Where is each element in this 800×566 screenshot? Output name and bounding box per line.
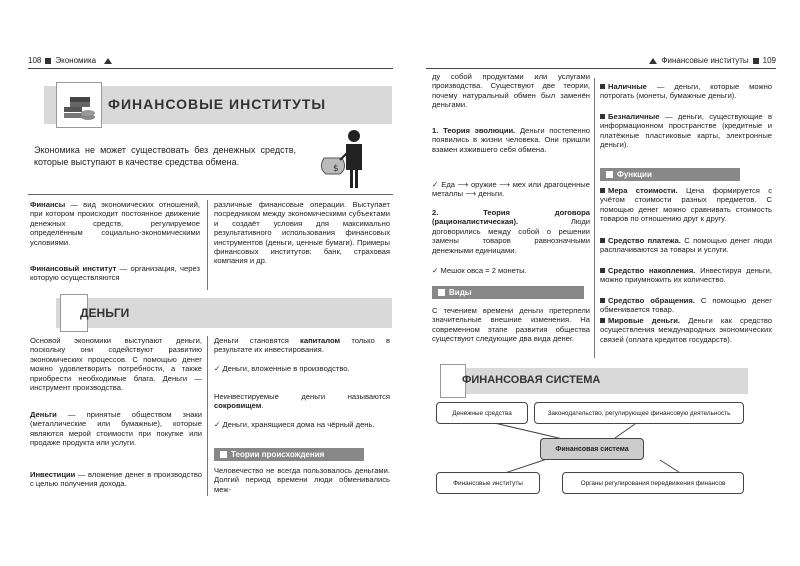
bullet-icon: [600, 238, 605, 243]
node-financial-system: Финансовая система: [540, 438, 644, 460]
f1-text: Цена формируется с учётом стоимости разных предметов. С помощью денег можно сравнивать стоимость товаров по отношению друг к другу.: [600, 186, 772, 224]
types-text: С течением времени деньги претерпели значительные внешние изменения. На современном этапе развития общества существуют следующие два вида денег.: [432, 306, 590, 344]
system-title: ФИНАНСОВАЯ СИСТЕМА: [462, 374, 601, 386]
f3-term: Средство накопления.: [608, 266, 696, 275]
cash-text: — деньги, которые можно потрогать (монеты, бумажные деньги).: [600, 82, 772, 101]
theory2-text: Люди договорились между собой о решении замены товаров равнозначными денежными единицами.: [432, 217, 590, 255]
square-icon: [220, 451, 227, 458]
businessman-with-money-bag-icon: [316, 128, 372, 190]
noncash-definition: [600, 112, 772, 150]
bullet-icon: [600, 114, 605, 119]
term-treasure: сокровищем: [214, 401, 262, 411]
theory1-title: 1. Теория эволюции.: [432, 126, 516, 135]
fin-institute-definition: [30, 264, 200, 283]
node-money-funds: Денежные средства: [436, 402, 528, 424]
square-icon: [753, 58, 759, 64]
left-header-section: Экономика: [55, 56, 97, 65]
fin-institute-text: — организация, через которую осуществляются: [30, 264, 200, 283]
page-title: ФИНАНСОВЫЕ ИНСТИТУТЫ: [108, 96, 327, 112]
bullet-icon: [600, 268, 605, 273]
square-icon: [606, 171, 613, 178]
column-divider: [207, 200, 208, 290]
coins-stack-icon: [56, 82, 102, 128]
function-world: [600, 316, 772, 344]
node-regulators: Органы регулирования передвижения финансов: [562, 472, 744, 494]
capital-text-a: Деньги становятся: [214, 336, 301, 345]
cash-definition: [600, 82, 772, 101]
term-capital: капиталом: [300, 336, 341, 345]
right-header-section: Финансовые институты: [661, 56, 749, 65]
exchange-text: ду собой продуктами или услугами производства. Существуют две теории, почему натуральный обмен был заменён деньгами.: [432, 72, 590, 110]
column-divider: [594, 78, 595, 358]
function-payment: [600, 236, 772, 255]
bullet-icon: [600, 84, 605, 89]
origins-text: Человечество не всегда пользовалось деньгами. Долгий период времени люди обменивались меж-: [214, 466, 390, 494]
square-icon: [438, 289, 445, 296]
theory-evolution: [432, 126, 590, 154]
f4-term: Средство обращения.: [608, 296, 695, 305]
exchange-example: ✓ Мешок овса = 2 монеты.: [432, 266, 527, 275]
house-icon: [104, 58, 112, 64]
functions-title: Функции: [617, 170, 652, 179]
types-title: Виды: [449, 288, 472, 297]
term-money: Деньги: [30, 410, 57, 419]
capital-text-b: только в результате их инвестирования.: [214, 336, 390, 355]
fin-institute-continued: различные финансовые операции. Выступает посредником между экономическими субъектами и создаёт условия для максимально результативного использования финансовых инструментов (деньги, ценные бумаги). Примеры финансовых институтов: банк, страховая компания и др.: [214, 200, 390, 266]
finance-definition: [30, 200, 200, 247]
theory1-text: Деньги постепенно появились в жизни человека. Они пришли взамен изжившего себя обмена.: [432, 126, 590, 154]
treasure-text: [214, 392, 390, 411]
money-title: ДЕНЬГИ: [80, 306, 130, 320]
money-intro: Основой экономики выступают деньги, поскольку они содействуют развитию экономических процессов. С помощью денег можно удовлетворить потребности, а также приобрести необходимые блага. Деньги — инструмент производства.: [30, 336, 202, 393]
page-number-left: 108: [28, 56, 42, 65]
f2-term: Средство платежа.: [608, 236, 681, 245]
term-investment: Инвестиции: [30, 470, 76, 479]
left-header-rule: [28, 68, 393, 69]
f5-text: Деньги как средство осуществления международных экономических связей (оплата кредитов государств).: [600, 316, 772, 344]
column-divider: [207, 336, 208, 496]
term-noncash: Безналичные: [608, 112, 660, 121]
function-circulation: [600, 296, 772, 315]
capital-text: [214, 336, 390, 355]
types-heading: [432, 286, 584, 299]
bullet-icon: [600, 298, 605, 303]
f1-term: Мера стоимости.: [608, 186, 678, 195]
theory2-title: 2. Теория договора (рационалистическая).: [432, 208, 590, 227]
intro-text: Экономика не может существовать без денежных средств, которые выступают в качестве средства обмена.: [34, 145, 296, 167]
function-measure: [600, 186, 772, 224]
capital-example: ✓ Деньги, вложенные в производство.: [214, 364, 350, 373]
investment-text: — вложение денег в производство с целью получения дохода.: [30, 470, 202, 489]
node-fin-institutes: Финансовые институты: [436, 472, 540, 494]
treasure-example: ✓ Деньги, хранящиеся дома на чёрный день.: [214, 420, 375, 429]
investment-definition: [30, 470, 202, 489]
theory-contract: [432, 208, 590, 255]
money-definition: [30, 410, 202, 448]
money-def-text: — принятые обществом знаки (металлические или бумажные), которые являются мерой стоимости при покупке или продаже продукта или услуги.: [30, 410, 202, 448]
finance-text: — вид экономических отношений, при котором происходит постоянное движение денежных средств, регулируемое определённым социально-экономическими условиями.: [30, 200, 200, 247]
bullet-icon: [600, 318, 605, 323]
left-running-header: [28, 54, 393, 68]
term-finance: Финансы: [30, 200, 66, 209]
treasure-text-a: Неинвестируемые деньги называются: [214, 392, 390, 401]
term-cash: Наличные: [608, 82, 647, 91]
functions-heading: [600, 168, 740, 181]
origins-heading: [214, 448, 364, 461]
term-fin-institute: Финансовый институт: [30, 264, 117, 273]
node-legislation: Законодательство, регулирующее финансовую деятельность: [534, 402, 744, 424]
svg-text:$: $: [333, 164, 339, 174]
house-icon: [649, 58, 657, 64]
f3-text: Инвестируя деньги, можно приумножить их количество.: [600, 266, 772, 285]
bullet-icon: [600, 188, 605, 193]
page-number-right: 109: [762, 56, 776, 65]
right-header-rule: [426, 68, 776, 69]
origins-title: Теории происхождения: [231, 450, 325, 459]
divider: [28, 194, 393, 195]
f2-text: С помощью денег люди расплачиваются за товары и услуги.: [600, 236, 772, 255]
exchange-chain: ✓ Еда ⟶ оружие ⟶ мех или драгоценные металлы ⟶ деньги.: [432, 180, 590, 199]
right-running-header: [604, 54, 776, 68]
square-icon: [45, 58, 51, 64]
treasure-text-b: .: [261, 401, 264, 411]
f4-text: С помощью денег обменивается товар.: [600, 296, 772, 315]
noncash-text: — деньги, существующие в информационном пространстве (кредитные и платёжные пластиковые карты, электронные деньги).: [600, 112, 772, 150]
f5-term: Мировые деньги.: [608, 316, 681, 325]
function-accumulation: [600, 266, 772, 285]
